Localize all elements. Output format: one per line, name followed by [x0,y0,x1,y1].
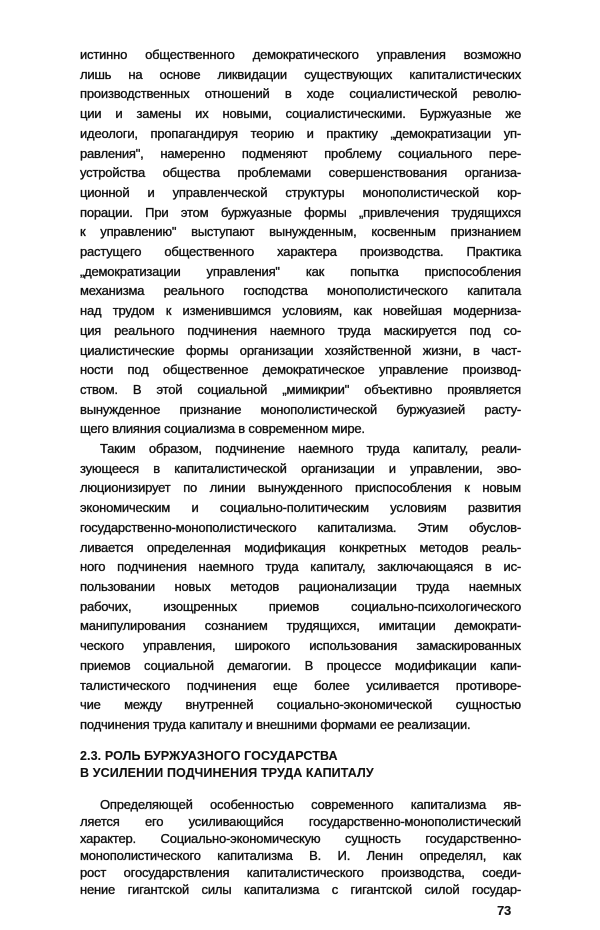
text-line: ция реального подчинения наемного труда маскируется под со- [80,322,521,338]
text-line: производственных отношений в ходе социалистической револю- [80,86,521,102]
paragraph [80,439,521,735]
text-line: чие между внутренней социально-экономической сущностью [80,697,521,713]
text-line: нение гигантской силы капитализма с гигантской силой государ- [80,881,521,897]
text-line: механизма реального господства монополистического капитала [80,283,521,299]
section-body-text [80,796,521,898]
text-line: талистического подчинения еще более усиливается противоре- [80,677,521,693]
text-line: приемов социальной демагогии. В процессе модификации капи- [80,657,521,673]
document-page [80,45,521,919]
text-line: манипулирования сознанием трудящихся, имитации демократи- [80,618,521,634]
text-line: порации. При этом буржуазные формы „привлечения трудящихся [80,204,521,220]
section-heading [80,748,521,782]
text-line: „демократизации управления" как попытка приспособления [80,263,521,279]
text-line: люционизирует по линии вынужденного приспособления к новым [80,480,521,496]
text-line: щего влияния социализма в современном мире. [80,421,365,437]
text-line: рабочих, изощренных приемов социально-психологического [80,598,521,614]
text-line: ности под общественное демократическое управление производ- [80,362,521,378]
text-line: ляется его усиливающийся государственно-монополистический [80,813,521,829]
text-line: идеологи, пропагандируя теорию и практику „демократизации уп- [80,125,521,141]
text-line: государственно-монополистического капитализма. Этим обуслов- [80,519,521,535]
text-line: характер. Социально-экономическую сущность государственно- [80,830,521,846]
text-line: ством. В этой социальной „мимикрии" объективно проявляется [80,381,521,397]
text-line: растущего общественного характера производства. Практика [80,244,521,260]
text-line: экономическим и социально-политическим условиям развития [80,500,521,516]
text-line: Таким образом, подчинение наемного труда капиталу, реали- [100,441,521,457]
section-heading-line-1: 2.3. РОЛЬ БУРЖУАЗНОГО ГОСУДАРСТВА [80,748,338,763]
text-line: зующееся в капиталистической организации и управлении, эво- [80,460,521,476]
text-line: ческого управления, широкого использования замаскированных [80,638,521,654]
text-line: пользовании новых методов рационализации труда наемных [80,578,521,594]
text-line: вынужденное признание монополистической буржуазией расту- [80,401,521,417]
text-line: ливается определенная модификация конкретных методов реаль- [80,539,521,555]
section-heading-line-2: В УСИЛЕНИИ ПОДЧИНЕНИЯ ТРУДА КАПИТАЛУ [80,765,374,780]
text-line: циалистические формы организации хозяйственной жизни, в част- [80,342,521,358]
text-line: истинно общественного демократического управления возможно [80,47,521,62]
body-text [80,45,521,735]
text-line: ного подчинения наемного труда капиталу, заключающаяся в ис- [80,559,521,575]
text-line: рост огосударствления капиталистического производства, соеди- [80,864,521,880]
text-line: Определяющей особенностью современного капитализма яв- [100,796,521,812]
text-line: к управлению" выступают вынужденным, косвенным признанием [80,224,521,240]
text-line: устройства общества проблемами совершенствования организа- [80,165,521,181]
text-line: над трудом к изменившимся условиям, как новейшая модерниза- [80,303,521,319]
text-line: ционной и управленческой структуры монополистической кор- [80,184,521,200]
paragraph [80,45,521,439]
text-line: ции и замены их новыми, социалистическими. Буржуазные же [80,106,521,122]
paragraph [80,796,521,898]
page-number: 73 [496,902,511,918]
text-line: равления", намеренно подменяют проблему социального пере- [80,145,521,161]
text-line: подчинения труда капиталу и внешними формами ее реализации. [80,716,471,732]
text-line: лишь на основе ликвидации существующих капиталистических [80,66,521,82]
text-line: монополистического капитализма В. И. Ленин определял, как [80,847,521,863]
